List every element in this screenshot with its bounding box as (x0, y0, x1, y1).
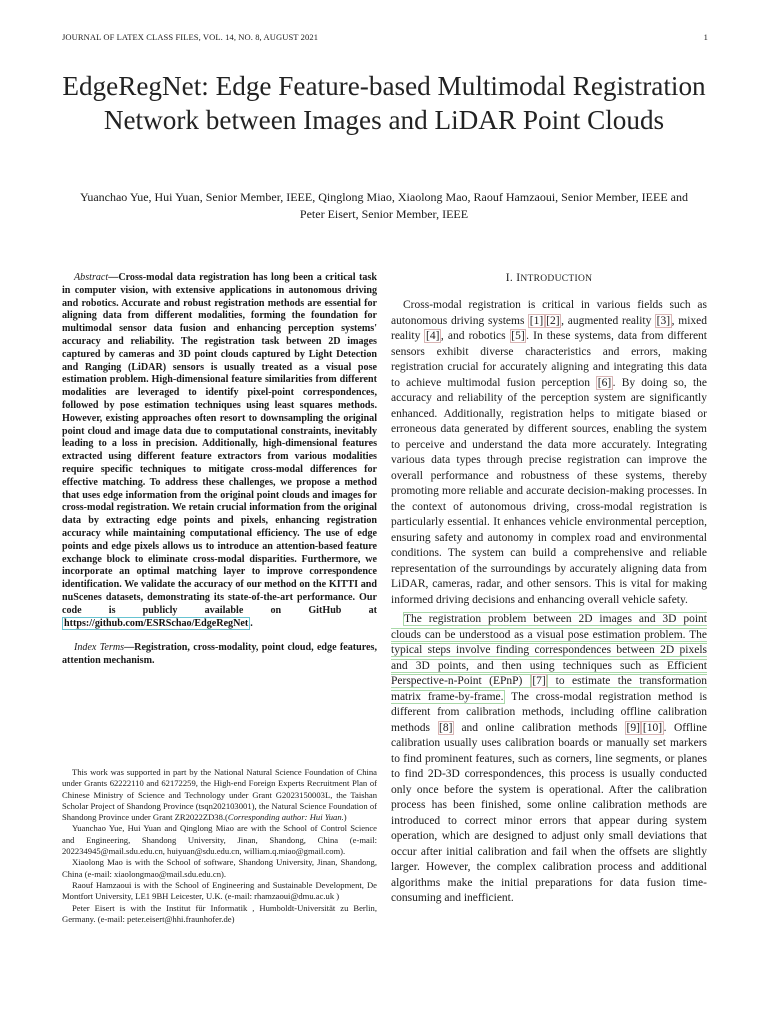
text-run: . Offline calibration usually uses calibration boards or manually set markers to find prominent features, such as corners, line segments, or planes to find 2D-3D correspondences, this process is usually conducted only once before the system is operational. After the calibration process has been finished, some online calibration methods are introduced to correct minor errors that appear during system operation, which are designed to adjust only small deviations that occur after initial calibration and fail when the offsets are slightly larger. However, the complex calibration process and additional algorithms make the initial preparations for data fusion time-consuming and inefficient. (391, 721, 707, 904)
page-number: 1 (703, 32, 708, 42)
journal-name: JOURNAL OF LATEX CLASS FILES, VOL. 14, NO. 8, AUGUST 2021 (62, 32, 319, 42)
github-link[interactable]: https://github.com/ESRSchao/EdgeRegNet (64, 617, 249, 629)
highlighted-text[interactable]: The registration problem between 2D images and 3D point clouds can be understood as a visual pose estimation problem. The typical steps involve finding correspondences between 2D pixels and 3D points, and then using techniques such as Efficient Perspective-n-Point (EPnP) (391, 613, 707, 687)
citation-link[interactable]: [7] (532, 675, 546, 687)
citation-link[interactable]: [3] (656, 314, 671, 327)
section-title-rest: NTRODUCTION (520, 274, 593, 284)
text-run: , augmented reality (561, 314, 656, 327)
footnote-affiliation: Peter Eisert is with the Institut für Informatik , Humboldt-Universität zu Berlin, Germany. (e-mail: peter.eisert@hhi.fraunhofer.de) (62, 902, 377, 924)
author-list: Yuanchao Yue, Hui Yuan, Senior Member, IEEE, Qinglong Miao, Xiaolong Mao, Raouf Hamzaoui, Senior Member, IEEE and Peter Eisert, Senior Member, IEEE (79, 190, 688, 221)
paragraph (391, 612, 707, 907)
abstract-text: —Cross-modal data registration has long been a critical task in computer vision, with extensive applications in autonomous driving and robotics. Accurate and robust registration methods are essential for aligning data from different modalities, forming the foundation for multimodal sensor data fusion and enhancing perception systems' accuracy and reliability. The registration task between 2D images captured by cameras and 3D point clouds captured by Light Detection and Ranging (LiDAR) sensors is usually treated as a visual pose estimation problem. High-dimensional feature similarities from different modalities are leveraged to identify pixel-point correspondences, followed by pose estimation techniques using least squares methods. However, existing approaches often resort to downsampling the original point cloud and image data due to computational constraints, inevitably leading to a loss in precision. Additionally, high-dimensional features extracted using different feature extractors from various modalities require specific techniques to mitigate cross-modal differences for effective matching. To address these challenges, we propose a method that uses edge information from the original point clouds and images for cross-modal registration. We retain crucial information from the original data by extracting edge points and pixels, enhancing registration accuracy while maintaining computational efficiency. The use of edge points and edge pixels allows us to introduce an attention-based feature exchange block to eliminate cross-modal disparities. Furthermore, we incorporate an optimal matching layer to improve correspondence identification. We validate the accuracy of our method on the KITTI and nuScenes datasets, demonstrating its state-of-the-art performance. Our code is publicly available on GitHub at (62, 272, 377, 616)
intro-body (391, 298, 707, 907)
citation-link[interactable]: [6] (597, 376, 612, 389)
index-terms (62, 642, 377, 668)
text-run: . By doing so, the accuracy and reliability of the perception system are significantly enhanced. Additionally, registration helps to mitigate biased or erroneous data generated by different sources, enabling the system to perceive and understand the data more accurately. Integrating various data types through precise registration can improve the overall performance and robustness of these systems, thereby promoting more reliable and accurate decision-making processes. In the context of autonomous driving, cross-modal registration is particularly essential. It enhances vehicle environmental perception, ensuring safety and autonomy in complex road and environmental conditions. The system can build a comprehensive and reliable representation of the surroundings by accurately aligning data from LiDAR, cameras, radar, and other sensors. This is vital for making informed driving decisions and enhancing overall vehicle safety. (391, 376, 707, 606)
text-run: The cross-modal registration method is different from calibration methods, including offline calibration methods (391, 690, 707, 734)
footnote-funding-text: This work was supported in part by the National Natural Science Foundation of China under Grants 62222110 and 62172259, the High-end Foreign Experts Recruitment Plan of Chinese Ministry of Science and Technology under Grant G2023150003L, the Taishan Scholar Project of Shandong Province (tsqn202103001), the Natural Science Foundation of Shandong Province under Grant ZR2022ZD38.( (62, 767, 377, 823)
section-title-initial: I (516, 272, 521, 284)
text-run: Cross-modal registration is critical in various fields such as autonomous driving systems (391, 299, 707, 327)
text-run: . In these systems, data from different sensors exhibit diverse characteristics and errors, making registration crucial for accurately aligning and integrating this data to achieve multimodal fusion perception (391, 330, 708, 389)
citation-link[interactable]: [10] (642, 721, 663, 734)
abstract-label: Abstract (74, 272, 109, 283)
running-header (62, 32, 708, 42)
highlighted-text[interactable]: to estimate the transformation matrix frame-by-frame. (391, 675, 707, 703)
citation-link[interactable]: [5] (511, 330, 525, 342)
text-run: , and robotics (440, 330, 510, 342)
footnote-affiliation: Raouf Hamzaoui is with the School of Engineering and Sustainable Development, De Montfort University, LE1 9BH Leicester, U.K. (e-mail: rhamzaoui@dmu.ac.uk ) (62, 879, 377, 902)
citation-link[interactable]: [2] (546, 314, 560, 327)
section-number: I. (505, 272, 514, 284)
footnote-affiliation: Yuanchao Yue, Hui Yuan and Qinglong Miao are with the School of Control Science and Engineering, Shandong University, Jinan, Shandong, China (e-mail: 202234945@mail.sdu.edu.cn, huiyuan@sdu.edu.cn, william.q.miao@gmail.com). (62, 823, 377, 857)
corresponding-author: Corresponding author: Hui Yuan. (227, 812, 344, 823)
abstract (62, 272, 377, 630)
footnotes (62, 767, 377, 925)
section-heading (391, 272, 707, 284)
footnote-funding (62, 767, 377, 823)
abstract-end: . (250, 617, 253, 629)
text-run: and online calibration methods (453, 721, 625, 734)
index-terms-label: Index Terms (74, 642, 125, 654)
text-run: , mixed reality (391, 314, 707, 342)
paper-title: EdgeRegNet: Edge Feature-based Multimodal Registration Network between Images and LiDAR Point Clouds (62, 71, 706, 135)
citation-link[interactable]: [1] (529, 314, 544, 327)
index-terms-text: —Registration, cross-modality, point cloud, edge features, attention mechanism. (62, 642, 377, 667)
footnote-affiliation: Xiaolong Mao is with the School of software, Shandong University, Jinan, Shandong, China (e-mail: xiaolongmao@mail.sdu.edu.cn). (62, 857, 377, 879)
citation-link[interactable]: [8] (439, 721, 453, 734)
footnote-funding-close: ) (343, 812, 347, 823)
citation-link[interactable]: [4] (425, 330, 440, 342)
paragraph (391, 298, 707, 608)
right-column (391, 272, 707, 911)
citation-link[interactable]: [9] (626, 721, 640, 734)
left-column (62, 272, 377, 668)
